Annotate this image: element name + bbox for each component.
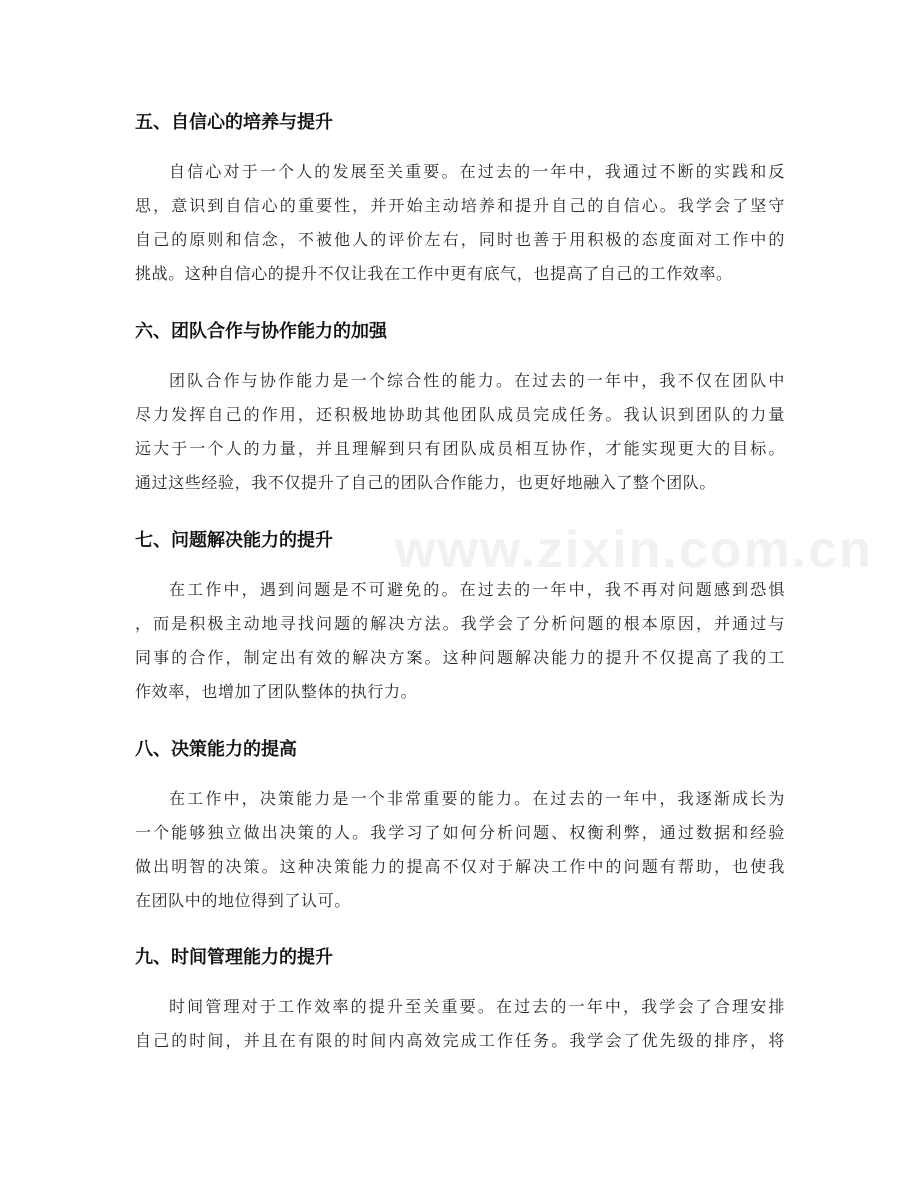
section-paragraph-6	[135, 364, 785, 500]
paragraph-line: 远大于一个人的力量，并且理解到只有团队成员相互协作，才能实现更大的目标。	[135, 439, 785, 458]
paragraph-line: 自己的原则和信念，不被他人的评价左右，同时也善于用积极的态度面对工作中的	[135, 230, 785, 249]
paragraph-line: 自己的时间，并且在有限的时间内高效完成工作任务。我学会了优先级的排序，将	[135, 1031, 785, 1050]
paragraph-line: 作效率，也增加了团队整体的执行力。	[135, 682, 418, 701]
section-paragraph-5	[135, 155, 785, 291]
paragraph-line: 做出明智的决策。这种决策能力的提高不仅对于解决工作中的问题有帮助，也使我	[135, 857, 785, 876]
section-heading-5: 五、自信心的培养与提升	[135, 112, 333, 133]
paragraph-line: 思，意识到自信心的重要性，并开始主动培养和提升自己的自信心。我学会了坚守	[135, 196, 785, 215]
paragraph-line: 团队合作与协作能力是一个综合性的能力。在过去的一年中，我不仅在团队中	[169, 371, 785, 390]
paragraph-line: 通过这些经验，我不仅提升了自己的团队合作能力，也更好地融入了整个团队。	[135, 473, 717, 492]
section-paragraph-9	[135, 990, 785, 1058]
paragraph-line: 尽力发挥自己的作用，还积极地协助其他团队成员完成任务。我认识到团队的力量	[135, 405, 785, 424]
section-heading-8: 八、决策能力的提高	[135, 739, 297, 760]
paragraph-line: 自信心对于一个人的发展至关重要。在过去的一年中，我通过不断的实践和反	[169, 162, 785, 181]
section-heading-7: 七、问题解决能力的提升	[135, 530, 333, 551]
paragraph-line: 在团队中的地位得到了认可。	[135, 891, 351, 910]
watermark: www.zixin.com.cn	[395, 521, 873, 579]
paragraph-line: ，而是积极主动地寻找问题的解决方法。我学会了分析问题的根本原因，并通过与	[135, 614, 785, 633]
section-heading-9: 九、时间管理能力的提升	[135, 947, 333, 968]
paragraph-line: 时间管理对于工作效率的提升至关重要。在过去的一年中，我学会了合理安排	[169, 997, 785, 1016]
section-paragraph-8	[135, 782, 785, 918]
paragraph-line: 在工作中，遇到问题是不可避免的。在过去的一年中，我不再对问题感到恐惧	[169, 580, 785, 599]
paragraph-line: 在工作中，决策能力是一个非常重要的能力。在过去的一年中，我逐渐成长为	[169, 789, 785, 808]
paragraph-line: 挑战。这种自信心的提升不仅让我在工作中更有底气，也提高了自己的工作效率。	[135, 264, 733, 283]
section-heading-6: 六、团队合作与协作能力的加强	[135, 321, 387, 342]
paragraph-line: 同事的合作，制定出有效的解决方案。这种问题解决能力的提升不仅提高了我的工	[135, 648, 785, 667]
section-paragraph-7	[135, 573, 785, 709]
paragraph-line: 一个能够独立做出决策的人。我学习了如何分析问题、权衡利弊，通过数据和经验	[135, 823, 785, 842]
